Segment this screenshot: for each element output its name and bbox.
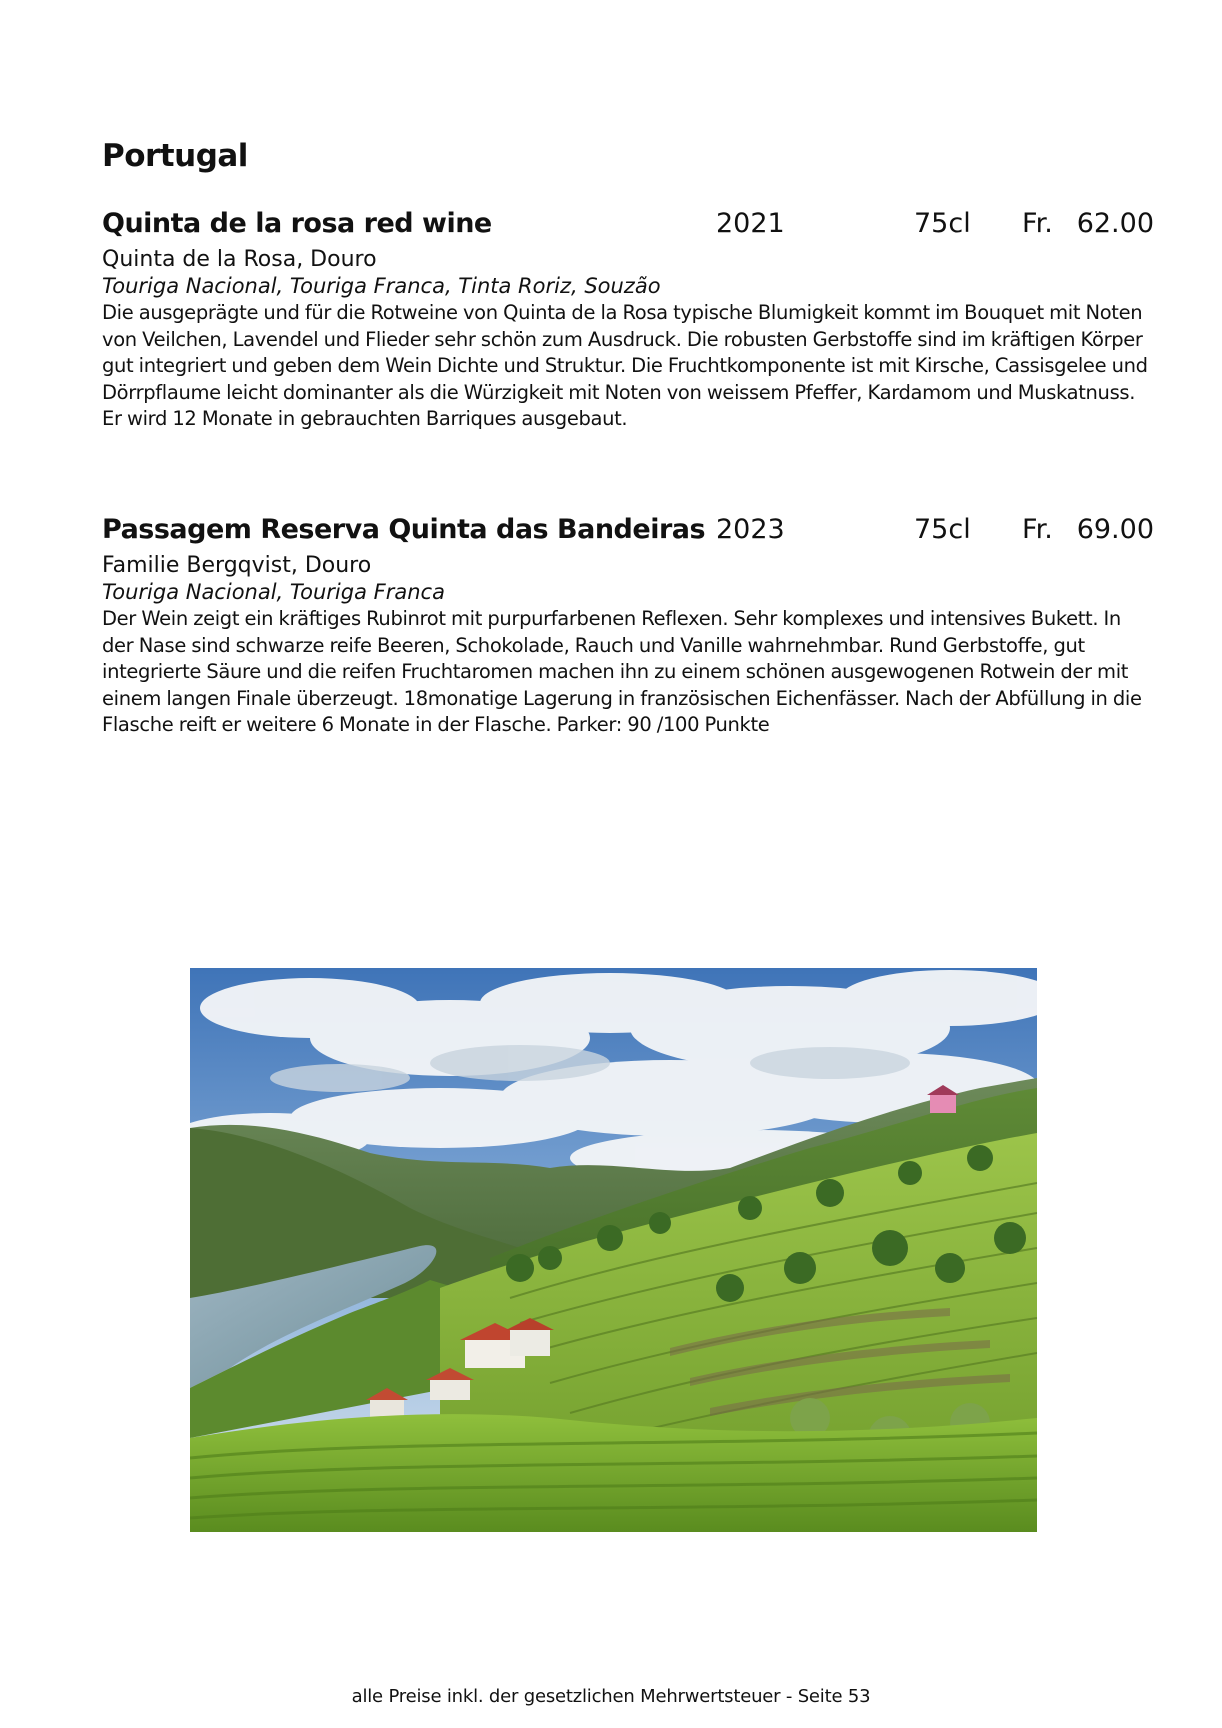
wine-grapes: Touriga Nacional, Touriga Franca [102,580,445,604]
wine-currency: Fr. [1022,514,1053,545]
wine-producer: Familie Bergqvist, Douro [102,553,372,578]
wine-price: 62.00 [1076,208,1154,239]
wine-currency: Fr. [1022,208,1053,239]
wine-volume: 75cl [914,514,971,545]
wine-price: 69.00 [1076,514,1154,545]
wine-producer: Quinta de la Rosa, Douro [102,247,377,272]
page-title: Portugal [102,138,248,174]
wine-year: 2023 [716,514,785,545]
wine-name: Quinta de la rosa red wine [102,208,492,239]
wine-volume: 75cl [914,208,971,239]
wine-grapes: Touriga Nacional, Touriga Franca, Tinta Roriz, Souzão [102,274,661,298]
wine-description: Die ausgeprägte und für die Rotweine von Quinta de la Rosa typische Blumigkeit kommt im Bouquet mit Noten von Veilchen, Lavendel und Flieder sehr schön zum Ausdruck. Die robusten Gerbstoffe sind im kräftigen Körper gut integriert und geben dem Wein Dichte und Struktur. Die Fruchtkomponente ist mit Kirsche, Cassisgelee und Dörrpflaume leicht dominanter als die Würzigkeit mit Noten von weissem Pfeffer, Kardamom und Muskatnuss. Er wird 12 Monate in gebrauchten Barriques ausgebaut. [102,301,1148,431]
page-footer: alle Preise inkl. der gesetzlichen Mehrwertsteuer - Seite 53 [351,1686,871,1707]
vineyard-landscape-photo [190,968,1037,1532]
wine-header [102,512,1154,552]
wine-description: Der Wein zeigt ein kräftiges Rubinrot mit purpurfarbenen Reflexen. Sehr komplexes und intensives Bukett. In der Nase sind schwarze reife Beeren, Schokolade, Rauch und Vanille wahrnehmbar. Rund Gerbstoffe, gut integrierte Säure und die reifen Fruchtaromen machen ihn zu einem schönen ausgewogenen Rotwein der mit einem langen Finale überzeugt. 18monatige Lagerung in französischen Eichenfässer. Nach der Abfüllung in die Flasche reift er weitere 6 Monate in der Flasche. Parker: 90 /100 Punkte [102,607,1142,737]
wine-year: 2021 [716,208,785,239]
wine-entry [102,206,1154,433]
wine-name: Passagem Reserva Quinta das Bandeiras [102,514,706,545]
wine-entry [102,512,1154,739]
wine-header [102,206,1154,246]
vineyard-landscape-icon [190,968,1037,1532]
